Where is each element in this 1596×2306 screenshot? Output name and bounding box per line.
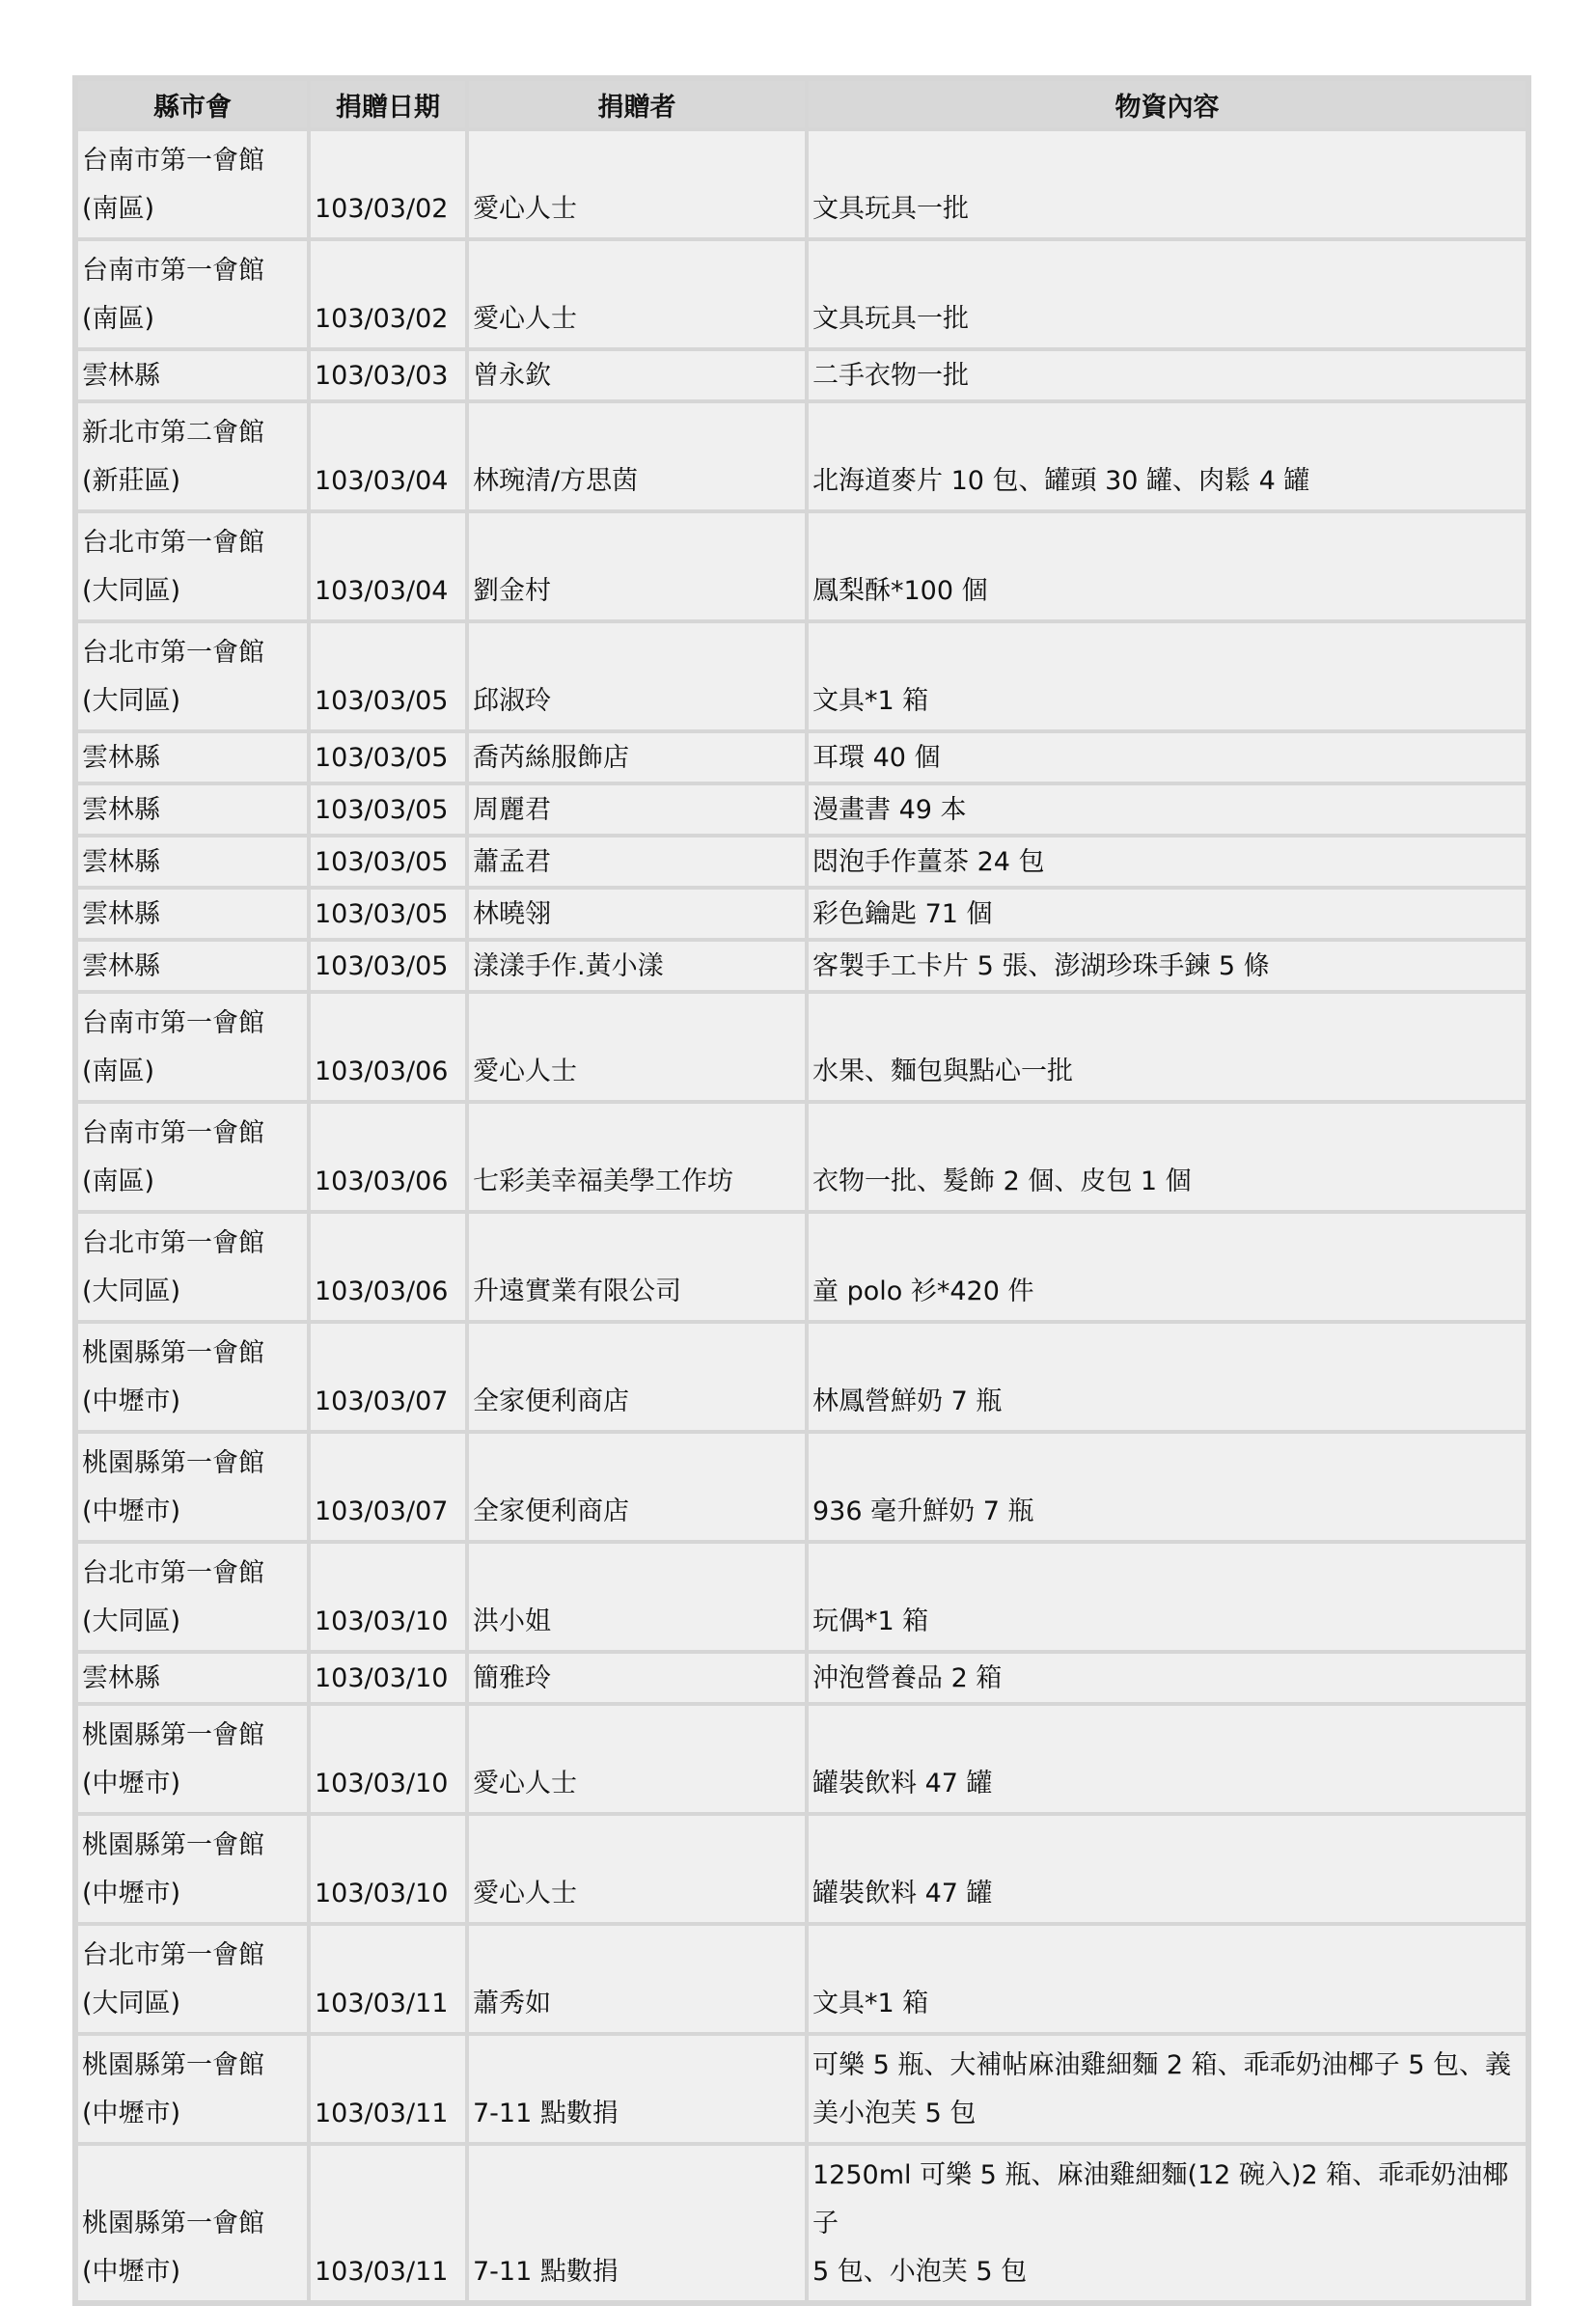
cell-donor-text: 邱淑玲 (473, 686, 551, 716)
cell-date (311, 1434, 465, 1540)
table-row (78, 1654, 1526, 1702)
cell-donor-text: 林曉翎 (473, 899, 551, 929)
cell-date-text: 103/03/05 (315, 795, 449, 825)
cell-content-text: 耳環 40 個 (812, 743, 941, 773)
cell-date-text: 103/03/10 (315, 1606, 449, 1636)
cell-location (78, 1324, 307, 1430)
cell-donor-text: 愛心人士 (473, 1057, 577, 1086)
cell-date (311, 1544, 465, 1650)
table-row (78, 785, 1526, 834)
cell-donor (469, 1104, 805, 1210)
cell-date (311, 1214, 465, 1320)
cell-location (78, 131, 307, 237)
cell-content-text: 漫畫書 49 本 (812, 795, 967, 825)
cell-content-text: 罐裝飲料 47 罐 (812, 1879, 993, 1908)
cell-location (78, 403, 307, 509)
table-body (78, 131, 1526, 2300)
table-row (78, 513, 1526, 619)
table-row (78, 1544, 1526, 1650)
cell-content (809, 785, 1526, 834)
cell-location (78, 1926, 307, 2032)
cell-date-text: 103/03/10 (315, 1769, 449, 1798)
cell-content-text: 水果、麵包與點心一批 (812, 1057, 1073, 1086)
cell-donor (469, 1324, 805, 1430)
table-row (78, 1816, 1526, 1922)
cell-location (78, 241, 307, 347)
cell-date (311, 890, 465, 938)
cell-content-text: 文具玩具一批 (812, 304, 969, 334)
cell-content-text: 彩色鑰匙 71 個 (812, 899, 993, 929)
cell-date (311, 623, 465, 729)
cell-donor (469, 513, 805, 619)
table-row (78, 837, 1526, 886)
cell-content-text: 文具*1 箱 (812, 686, 929, 716)
cell-date (311, 785, 465, 834)
table-row (78, 1434, 1526, 1540)
cell-date-text: 103/03/11 (315, 2099, 449, 2128)
table-row (78, 994, 1526, 1100)
cell-location-text: 桃園縣第一會館 (中壢市) (82, 1720, 264, 1798)
cell-date (311, 1926, 465, 2032)
table-row (78, 733, 1526, 782)
cell-donor (469, 890, 805, 938)
cell-content-text: 936 毫升鮮奶 7 瓶 (812, 1496, 1034, 1526)
table-row (78, 1706, 1526, 1812)
cell-location (78, 994, 307, 1100)
cell-donor-text: 蕭孟君 (473, 847, 551, 877)
table-row (78, 890, 1526, 938)
cell-donor (469, 2036, 805, 2142)
cell-content-text: 1250ml 可樂 5 瓶、麻油雞細麵(12 碗入)2 箱、乖乖奶油椰子 5 包、小泡芙 5 包 (812, 2160, 1509, 2287)
cell-donor (469, 994, 805, 1100)
cell-donor (469, 131, 805, 237)
cell-date-text: 103/03/07 (315, 1496, 449, 1526)
cell-donor (469, 1214, 805, 1320)
table-row (78, 131, 1526, 237)
cell-date-text: 103/03/10 (315, 1663, 449, 1693)
cell-content (809, 131, 1526, 237)
table-row (78, 1324, 1526, 1430)
cell-content-text: 玩偶*1 箱 (812, 1606, 929, 1636)
cell-date-text: 103/03/05 (315, 951, 449, 981)
cell-donor (469, 351, 805, 399)
cell-donor (469, 1544, 805, 1650)
cell-location (78, 1104, 307, 1210)
cell-location-text: 台北市第一會館 (大同區) (82, 638, 264, 716)
cell-date-text: 103/03/02 (315, 194, 449, 224)
cell-location (78, 890, 307, 938)
cell-date (311, 837, 465, 886)
cell-donor (469, 2146, 805, 2300)
cell-date-text: 103/03/04 (315, 466, 449, 496)
cell-location-text: 台北市第一會館 (大同區) (82, 528, 264, 606)
cell-donor-text: 7-11 點數捐 (473, 2257, 619, 2287)
cell-content-text: 衣物一批、髮飾 2 個、皮包 1 個 (812, 1167, 1192, 1196)
cell-location-text: 雲林縣 (82, 743, 160, 773)
cell-location-text: 雲林縣 (82, 361, 160, 391)
cell-donor-text: 愛心人士 (473, 194, 577, 224)
cell-donor-text: 愛心人士 (473, 304, 577, 334)
cell-location (78, 1706, 307, 1812)
cell-location (78, 623, 307, 729)
table-row (78, 241, 1526, 347)
cell-content (809, 890, 1526, 938)
cell-date (311, 513, 465, 619)
cell-donor-text: 喬芮絲服飾店 (473, 743, 629, 773)
cell-location-text: 台南市第一會館 (南區) (82, 146, 264, 224)
cell-location-text: 桃園縣第一會館 (中壢市) (82, 2050, 264, 2128)
cell-content-text: 林鳳營鮮奶 7 瓶 (812, 1386, 1003, 1416)
cell-donor (469, 1654, 805, 1702)
cell-donor-text: 七彩美幸福美學工作坊 (473, 1167, 733, 1196)
cell-date-text: 103/03/05 (315, 686, 449, 716)
cell-location-text: 雲林縣 (82, 951, 160, 981)
cell-donor-text: 林琬清/方思茵 (473, 466, 639, 496)
cell-date (311, 733, 465, 782)
cell-content (809, 942, 1526, 990)
cell-location-text: 新北市第二會館 (新莊區) (82, 418, 264, 496)
cell-date-text: 103/03/05 (315, 899, 449, 929)
cell-date-text: 103/03/04 (315, 576, 449, 606)
cell-location (78, 1816, 307, 1922)
cell-date (311, 942, 465, 990)
cell-content (809, 994, 1526, 1100)
cell-location (78, 785, 307, 834)
cell-content (809, 1434, 1526, 1540)
cell-date-text: 103/03/06 (315, 1277, 449, 1306)
cell-content (809, 733, 1526, 782)
cell-content (809, 1816, 1526, 1922)
cell-content-text: 二手衣物一批 (812, 361, 969, 391)
cell-location (78, 2146, 307, 2300)
cell-location-text: 雲林縣 (82, 847, 160, 877)
cell-content-text: 可樂 5 瓶、大補帖麻油雞細麵 2 箱、乖乖奶油椰子 5 包、義 美小泡芙 5 包 (812, 2050, 1512, 2128)
cell-content-text: 文具*1 箱 (812, 1989, 929, 2018)
cell-donor-text: 升遠實業有限公司 (473, 1277, 681, 1306)
cell-location (78, 837, 307, 886)
cell-date (311, 994, 465, 1100)
cell-date-text: 103/03/06 (315, 1167, 449, 1196)
table-row (78, 1214, 1526, 1320)
cell-date (311, 403, 465, 509)
cell-donor-text: 漾漾手作.黃小漾 (473, 951, 664, 981)
cell-donor-text: 洪小姐 (473, 1606, 551, 1636)
cell-donor-text: 全家便利商店 (473, 1386, 629, 1416)
table-row (78, 942, 1526, 990)
cell-content-text: 客製手工卡片 5 張、澎湖珍珠手鍊 5 條 (812, 951, 1270, 981)
cell-date-text: 103/03/10 (315, 1879, 449, 1908)
cell-date-text: 103/03/11 (315, 1989, 449, 2018)
cell-donor-text: 周麗君 (473, 795, 551, 825)
cell-location-text: 桃園縣第一會館 (中壢市) (82, 2209, 264, 2287)
cell-content-text: 北海道麥片 10 包、罐頭 30 罐、肉鬆 4 罐 (812, 466, 1310, 496)
cell-donor-text: 愛心人士 (473, 1769, 577, 1798)
header-donor: 捐贈者 (469, 81, 805, 127)
cell-date (311, 2146, 465, 2300)
cell-location (78, 513, 307, 619)
cell-location-text: 台南市第一會館 (南區) (82, 1008, 264, 1086)
table-row (78, 1926, 1526, 2032)
cell-date (311, 1706, 465, 1812)
header-content: 物資內容 (809, 81, 1526, 127)
cell-location-text: 台南市第一會館 (南區) (82, 1118, 264, 1196)
cell-location (78, 733, 307, 782)
cell-date (311, 2036, 465, 2142)
cell-donor-text: 愛心人士 (473, 1879, 577, 1908)
cell-content-text: 悶泡手作薑茶 24 包 (812, 847, 1045, 877)
table-row (78, 403, 1526, 509)
cell-content (809, 1706, 1526, 1812)
cell-date (311, 1104, 465, 1210)
cell-content-text: 文具玩具一批 (812, 194, 969, 224)
cell-content (809, 1324, 1526, 1430)
cell-location (78, 1544, 307, 1650)
cell-location-text: 雲林縣 (82, 899, 160, 929)
cell-content-text: 沖泡營養品 2 箱 (812, 1663, 1003, 1693)
cell-content (809, 2146, 1526, 2300)
cell-location (78, 1214, 307, 1320)
table-row (78, 2146, 1526, 2300)
cell-donor (469, 241, 805, 347)
header-date: 捐贈日期 (311, 81, 465, 127)
cell-location-text: 雲林縣 (82, 795, 160, 825)
table-row (78, 351, 1526, 399)
cell-content (809, 351, 1526, 399)
cell-date-text: 103/03/07 (315, 1386, 449, 1416)
cell-donor (469, 1434, 805, 1540)
cell-location-text: 雲林縣 (82, 1663, 160, 1693)
cell-date (311, 1324, 465, 1430)
cell-donor-text: 簡雅玲 (473, 1663, 551, 1693)
cell-donor-text: 曾永欽 (473, 361, 551, 391)
cell-location (78, 942, 307, 990)
cell-date-text: 103/03/05 (315, 743, 449, 773)
cell-location-text: 桃園縣第一會館 (中壢市) (82, 1830, 264, 1908)
cell-content (809, 1544, 1526, 1650)
header-location: 縣市會 (78, 81, 307, 127)
table-row (78, 2036, 1526, 2142)
cell-date (311, 1654, 465, 1702)
cell-donor (469, 942, 805, 990)
cell-location-text: 台北市第一會館 (大同區) (82, 1558, 264, 1636)
cell-content (809, 513, 1526, 619)
cell-content (809, 1214, 1526, 1320)
cell-content (809, 837, 1526, 886)
table-row (78, 1104, 1526, 1210)
cell-location (78, 1434, 307, 1540)
cell-location-text: 台南市第一會館 (南區) (82, 256, 264, 334)
cell-location-text: 台北市第一會館 (大同區) (82, 1940, 264, 2018)
cell-date (311, 241, 465, 347)
cell-donor (469, 1816, 805, 1922)
cell-date (311, 351, 465, 399)
cell-donor (469, 733, 805, 782)
cell-location-text: 桃園縣第一會館 (中壢市) (82, 1338, 264, 1416)
cell-donor-text: 7-11 點數捐 (473, 2099, 619, 2128)
cell-date-text: 103/03/05 (315, 847, 449, 877)
donation-table (74, 77, 1529, 2304)
cell-donor (469, 403, 805, 509)
cell-content (809, 403, 1526, 509)
cell-location-text: 台北市第一會館 (大同區) (82, 1228, 264, 1306)
table-header-row (78, 81, 1526, 127)
cell-content (809, 241, 1526, 347)
cell-donor-text: 全家便利商店 (473, 1496, 629, 1526)
cell-date-text: 103/03/02 (315, 304, 449, 334)
cell-donor-text: 蕭秀如 (473, 1989, 551, 2018)
cell-donor (469, 1706, 805, 1812)
cell-content (809, 1104, 1526, 1210)
cell-content (809, 1654, 1526, 1702)
cell-date (311, 131, 465, 237)
table-row (78, 623, 1526, 729)
cell-date-text: 103/03/03 (315, 361, 449, 391)
cell-content (809, 623, 1526, 729)
cell-location (78, 2036, 307, 2142)
cell-date-text: 103/03/11 (315, 2257, 449, 2287)
cell-donor (469, 837, 805, 886)
cell-content-text: 鳳梨酥*100 個 (812, 576, 988, 606)
donation-table-container (72, 75, 1531, 2306)
cell-content (809, 2036, 1526, 2142)
cell-donor-text: 劉金村 (473, 576, 551, 606)
cell-location (78, 351, 307, 399)
cell-donor (469, 623, 805, 729)
cell-location (78, 1654, 307, 1702)
cell-content-text: 童 polo 衫*420 件 (812, 1277, 1034, 1306)
cell-date (311, 1816, 465, 1922)
cell-donor (469, 1926, 805, 2032)
cell-content (809, 1926, 1526, 2032)
cell-location-text: 桃園縣第一會館 (中壢市) (82, 1448, 264, 1526)
cell-content-text: 罐裝飲料 47 罐 (812, 1769, 993, 1798)
cell-donor (469, 785, 805, 834)
cell-date-text: 103/03/06 (315, 1057, 449, 1086)
